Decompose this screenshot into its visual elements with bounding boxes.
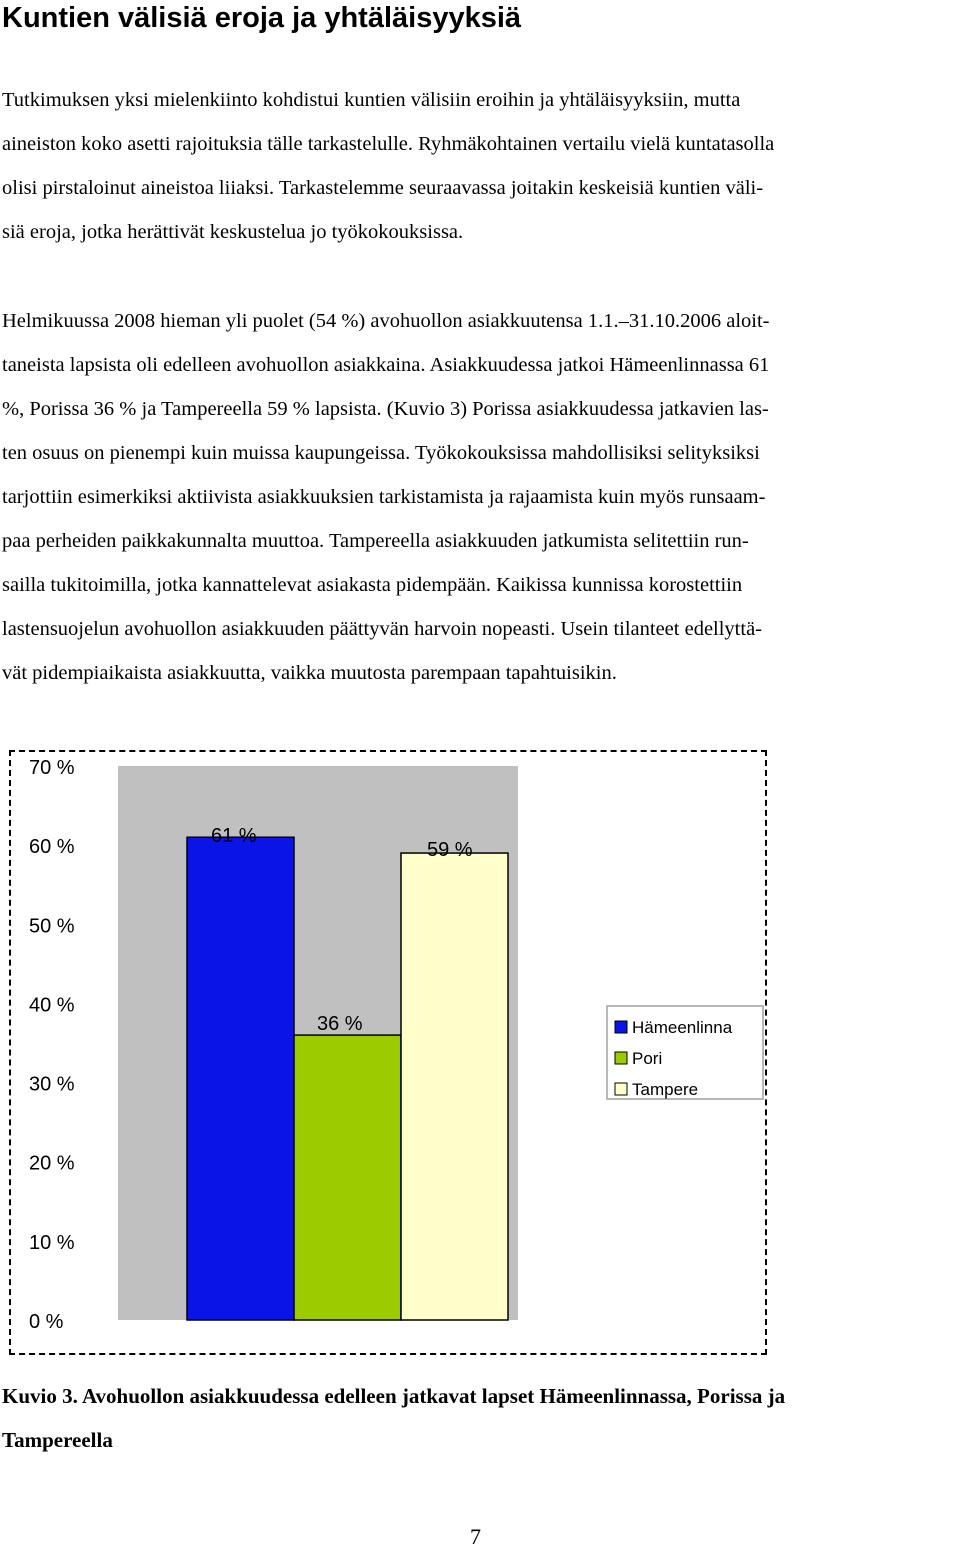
paragraph-line: paa perheiden paikkakunnalta muuttoa. Tampereella asiakkuuden jatkumista selitettiin run- <box>2 530 749 552</box>
bar <box>294 1035 401 1320</box>
bar <box>187 837 294 1320</box>
y-tick-label: 50 % <box>29 915 75 938</box>
paragraph-line: %, Porissa 36 % ja Tampereella 59 % lapsista. (Kuvio 3) Porissa asiakkuudessa jatkavien las- <box>2 398 769 420</box>
bar-chart <box>11 752 765 1353</box>
legend-label: Pori <box>632 1049 663 1068</box>
paragraph-line: sailla tukitoimilla, jotka kannattelevat asiakasta pidempään. Kaikissa kunnissa korostettiin <box>2 574 743 596</box>
bar <box>401 853 508 1320</box>
data-label: 61 % <box>211 825 257 847</box>
paragraph-line: olisi pirstaloinut aineistoa liiaksi. Tarkastelemme seuraavassa joitakin keskeisiä kuntien väli- <box>2 177 764 199</box>
y-tick-label: 70 % <box>29 757 75 779</box>
page-number: 7 <box>470 1524 481 1549</box>
figure-caption <box>2 1374 958 1462</box>
legend-label: Hämeenlinna <box>632 1018 733 1037</box>
paragraph-line: lastensuojelun avohuollon asiakkuuden päättyvän harvoin nopeasti. Usein tilanteet edellyttä- <box>2 618 763 640</box>
y-tick-label: 60 % <box>29 836 75 859</box>
data-label: 36 % <box>317 1013 363 1035</box>
legend-swatch <box>615 1052 627 1064</box>
caption-line: Tampereella <box>2 1428 113 1452</box>
paragraph-line: vät pidempiaikaista asiakkuutta, vaikka muutosta parempaan tapahtuisikin. <box>2 662 617 684</box>
y-tick-label: 40 % <box>29 994 75 1017</box>
y-tick-label: 30 % <box>29 1073 75 1096</box>
paragraph-line: taneista lapsista oli edelleen avohuollon asiakkaina. Asiakkuudessa jatkoi Hämeenlinnassa 61 <box>2 354 770 376</box>
paragraph-results <box>2 299 958 695</box>
caption-line: Kuvio 3. Avohuollon asiakkuudessa edelleen jatkavat lapset Hämeenlinnassa, Porissa ja <box>2 1384 786 1408</box>
y-tick-label: 20 % <box>29 1152 75 1175</box>
paragraph-line: Helmikuussa 2008 hieman yli puolet (54 %) avohuollon asiakkuutensa 1.1.–31.10.2006 aloit- <box>2 310 770 332</box>
paragraph-intro <box>2 78 958 254</box>
data-label: 59 % <box>427 839 473 861</box>
paragraph-line: tarjottiin esimerkiksi aktiivista asiakkuuksien tarkistamista ja rajaamista kuin myös runsaam- <box>2 486 766 508</box>
legend-swatch <box>615 1083 627 1095</box>
y-tick-label: 0 % <box>29 1311 64 1333</box>
bar-chart-frame <box>9 750 767 1355</box>
paragraph-line: siä eroja, jotka herättivät keskustelua jo työkokouksissa. <box>2 221 464 243</box>
y-tick-label: 10 % <box>29 1231 75 1254</box>
section-heading: Kuntien välisiä eroja ja yhtäläisyyksiä <box>2 2 522 34</box>
legend-swatch <box>615 1021 627 1033</box>
legend-label: Tampere <box>632 1080 699 1099</box>
paragraph-line: ten osuus on pienempi kuin muissa kaupungeissa. Työkokouksissa mahdollisiksi selityksiksi <box>2 442 760 464</box>
paragraph-line: Tutkimuksen yksi mielenkiinto kohdistui kuntien välisiin eroihin ja yhtäläisyyksiin, mutta <box>2 89 741 111</box>
paragraph-line: aineiston koko asetti rajoituksia tälle tarkastelulle. Ryhmäkohtainen vertailu vielä kuntatasolla <box>2 133 775 155</box>
